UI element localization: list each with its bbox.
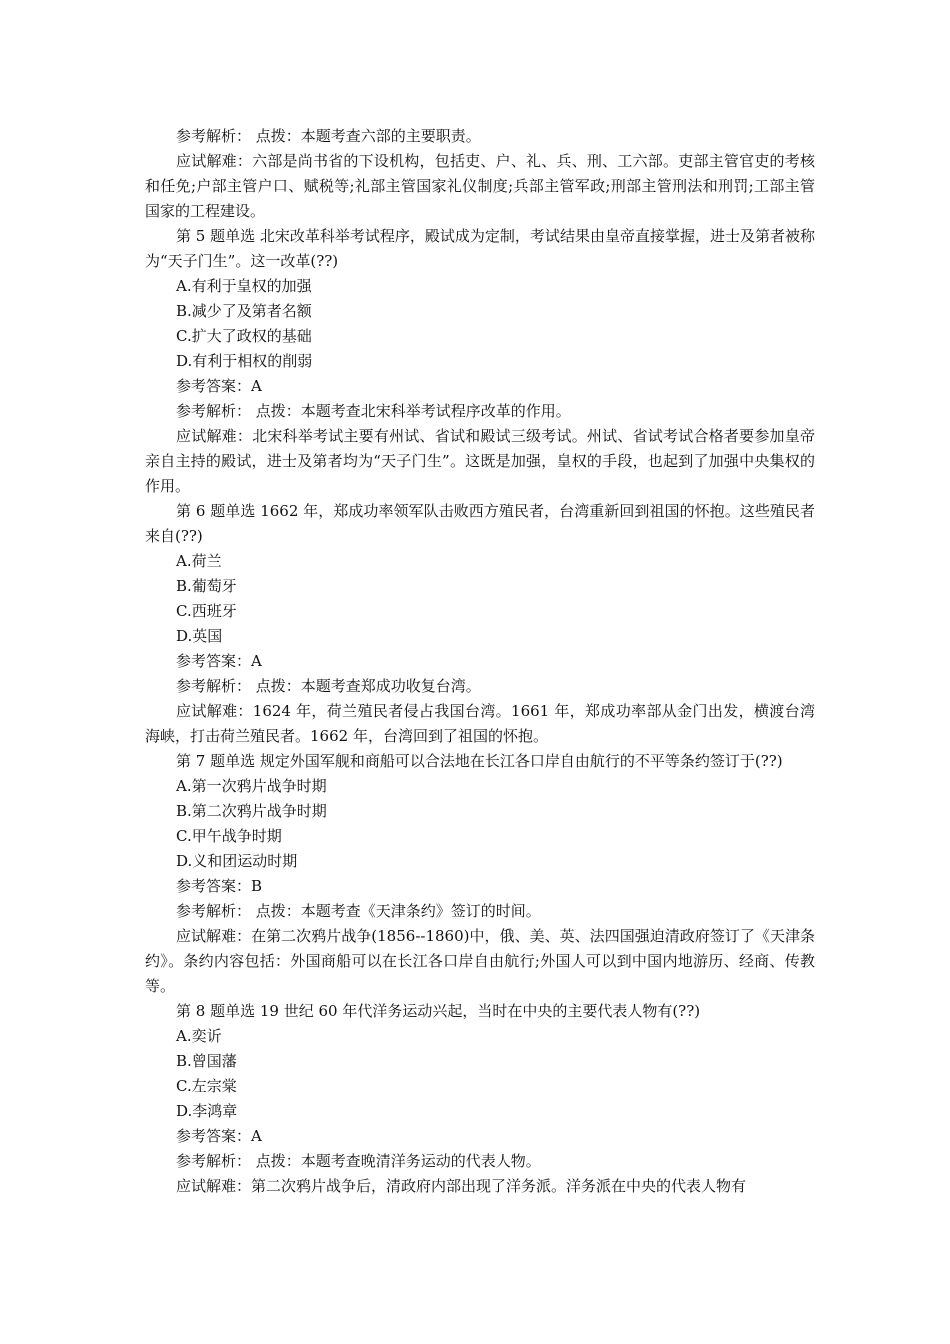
- explanation: 应试解难：北宋科举考试主要有州试、省试和殿试三级考试。州试、省试考试合格者要参加皇帝亲自主持的殿试，进士及第者均为“天子门生”。这既是加强，皇权的手段，也起到了加强中央集权的作用。: [145, 427, 815, 495]
- option-a: A.有利于皇权的加强: [176, 277, 312, 295]
- question-8-stem: 第 8 题单选 19 世纪 60 年代洋务运动兴起，当时在中央的主要代表人物有(??): [176, 1002, 701, 1020]
- document-body: [145, 124, 815, 1199]
- explanation: 应试解难：在第二次鸦片战争(1856--1860)中，俄、美、英、法四国强迫清政府签订了《天津条约》。条约内容包括：外国商船可以在长江各口岸自由航行;外国人可以到中国内地游历、经商、传教等。: [145, 927, 815, 995]
- question-5-stem: 第 5 题单选 北宋改革科举考试程序，殿试成为定制，考试结果由皇帝直接掌握，进士及第者被称为“天子门生”。这一改革(??): [145, 227, 815, 270]
- explanation: 应试解难：1624 年，荷兰殖民者侵占我国台湾。1661 年，郑成功率部从金门出发，横渡台湾海峡，打击荷兰殖民者。1662 年，台湾回到了祖国的怀抱。: [145, 702, 815, 745]
- answer: 参考答案：A: [176, 1127, 262, 1145]
- option-d: D.义和团运动时期: [176, 852, 298, 870]
- answer: 参考答案：A: [176, 652, 262, 670]
- option-b: B.葡萄牙: [176, 577, 237, 595]
- analysis: 参考解析： 点拨：本题考查郑成功收复台湾。: [176, 677, 481, 695]
- analysis: 参考解析： 点拨：本题考查《天津条约》签订的时间。: [176, 902, 541, 920]
- option-b: B.曾国藩: [176, 1052, 237, 1070]
- explanation: 应试解难：第二次鸦片战争后，清政府内部出现了洋务派。洋务派在中央的代表人物有: [176, 1177, 747, 1195]
- option-b: B.减少了及第者名额: [176, 302, 312, 320]
- question-7-stem: 第 7 题单选 规定外国军舰和商船可以合法地在长江各口岸自由航行的不平等条约签订于(??): [176, 752, 783, 770]
- option-b: B.第二次鸦片战争时期: [176, 802, 327, 820]
- answer: 参考答案：A: [176, 377, 262, 395]
- option-c: C.左宗棠: [176, 1077, 237, 1095]
- option-a: A.第一次鸦片战争时期: [176, 777, 327, 795]
- option-a: A.荷兰: [176, 552, 222, 570]
- option-d: D.有利于相权的削弱: [176, 352, 313, 370]
- option-c: C.扩大了政权的基础: [176, 327, 312, 345]
- analysis: 参考解析： 点拨：本题考查北宋科举考试程序改革的作用。: [176, 402, 571, 420]
- option-c: C.甲午战争时期: [176, 827, 282, 845]
- option-d: D.英国: [176, 627, 223, 645]
- question-6-stem: 第 6 题单选 1662 年，郑成功率领军队击败西方殖民者，台湾重新回到祖国的怀抱。这些殖民者来自(??): [145, 502, 815, 545]
- paragraph: 应试解难：六部是尚书省的下设机构，包括吏、户、礼、兵、刑、工六部。吏部主管官吏的考核和任免;户部主管户口、赋税等;礼部主管国家礼仪制度;兵部主管军政;刑部主管刑法和刑罚;工部主管国家的工程建设。: [145, 152, 815, 220]
- analysis: 参考解析： 点拨：本题考查晚清洋务运动的代表人物。: [176, 1152, 541, 1170]
- answer: 参考答案：B: [176, 877, 263, 895]
- paragraph: 参考解析： 点拨：本题考查六部的主要职责。: [176, 127, 481, 145]
- option-a: A.奕䜣: [176, 1027, 222, 1045]
- option-d: D.李鸿章: [176, 1102, 238, 1120]
- option-c: C.西班牙: [176, 602, 237, 620]
